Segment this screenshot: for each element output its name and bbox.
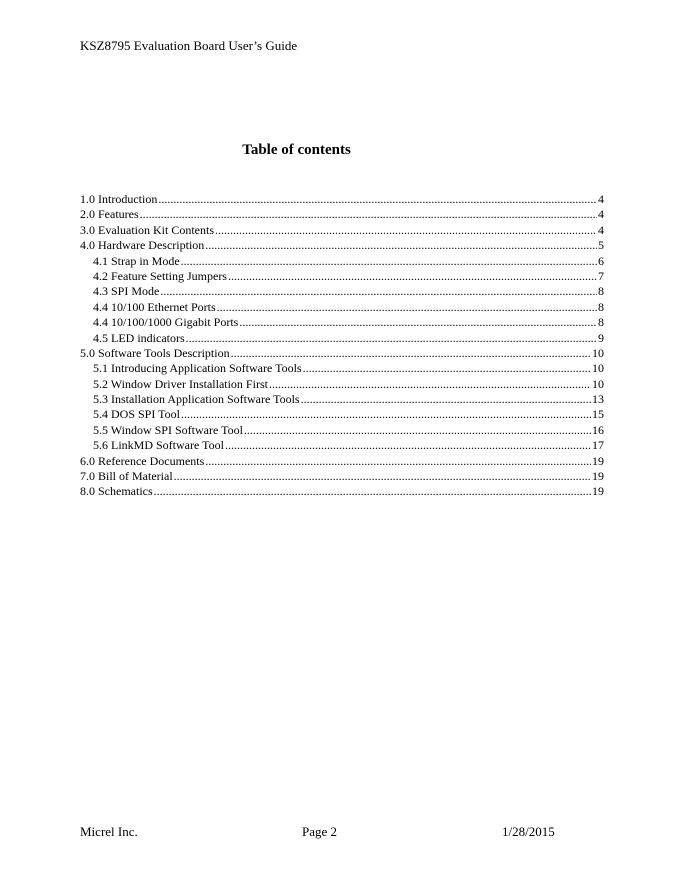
toc-entry-label: 4.5 LED indicators <box>93 330 185 345</box>
toc-entry-page: 4 <box>598 222 604 237</box>
toc-entry-page: 5 <box>598 238 604 253</box>
toc-dot-leader <box>231 346 591 361</box>
toc-entry-window-spi-software-tool[interactable] <box>80 423 604 438</box>
toc-dot-leader <box>301 392 591 407</box>
toc-dot-leader <box>205 454 591 469</box>
toc-title: Table of contents <box>242 142 351 158</box>
toc-entry-hardware-description[interactable] <box>80 238 604 253</box>
toc-dot-leader <box>225 438 591 453</box>
toc-entry-page: 16 <box>592 422 604 437</box>
toc-entry-page: 7 <box>598 268 604 283</box>
toc-dot-leader <box>244 423 591 438</box>
toc-entry-reference-documents[interactable] <box>80 454 604 469</box>
toc-dot-leader <box>174 469 591 484</box>
toc-entry-page: 15 <box>592 407 604 422</box>
toc-entry-page: 10 <box>592 361 604 376</box>
toc-entry-features[interactable] <box>80 207 604 222</box>
toc-entry-window-driver-installation-first[interactable] <box>80 377 604 392</box>
footer-page-number: Page 2 <box>302 824 338 839</box>
toc-entry-installation-application-software-tools[interactable] <box>80 392 604 407</box>
table-of-contents <box>80 192 604 500</box>
toc-entry-page: 4 <box>598 192 604 206</box>
toc-entry-page: 8 <box>598 315 604 330</box>
toc-entry-page: 13 <box>592 392 604 407</box>
toc-entry-bill-of-material[interactable] <box>80 469 604 484</box>
toc-dot-leader <box>186 331 597 346</box>
toc-dot-leader <box>160 284 597 299</box>
toc-dot-leader <box>181 407 591 422</box>
footer-date: 1/28/2015 <box>502 824 555 839</box>
toc-entry-page: 4 <box>598 207 604 222</box>
toc-dot-leader <box>205 238 597 253</box>
toc-entry-spi-mode[interactable] <box>80 284 604 299</box>
toc-entry-label: 5.6 LinkMD Software Tool <box>93 438 224 453</box>
toc-entry-label: 4.1 Strap in Mode <box>93 253 180 268</box>
toc-entry-page: 19 <box>592 453 604 468</box>
toc-dot-leader <box>239 315 597 330</box>
toc-entry-label: 2.0 Features <box>80 207 139 222</box>
toc-entry-dos-spi-tool[interactable] <box>80 407 604 422</box>
toc-entry-label: 4.0 Hardware Description <box>80 238 205 253</box>
toc-entry-label: 5.5 Window SPI Software Tool <box>93 422 243 437</box>
toc-dot-leader <box>269 377 591 392</box>
toc-entry-page: 8 <box>598 299 604 314</box>
toc-dot-leader <box>140 207 597 222</box>
toc-entry-schematics[interactable] <box>80 484 604 499</box>
toc-entry-page: 6 <box>598 253 604 268</box>
toc-entry-gigabit-ports[interactable] <box>80 315 604 330</box>
toc-entry-page: 10 <box>592 376 604 391</box>
toc-entry-label: 7.0 Bill of Material <box>80 469 173 484</box>
toc-dot-leader <box>154 484 591 499</box>
toc-entry-label: 5.2 Window Driver Installation First <box>93 376 268 391</box>
toc-entry-strap-in-mode[interactable] <box>80 254 604 269</box>
toc-entry-introducing-application-software-tools[interactable] <box>80 361 604 376</box>
toc-entry-label: 4.4 10/100 Ethernet Ports <box>93 299 216 314</box>
toc-entry-feature-setting-jumpers[interactable] <box>80 269 604 284</box>
toc-dot-leader <box>158 192 597 207</box>
toc-entry-label: 5.1 Introducing Application Software Tools <box>93 361 302 376</box>
toc-dot-leader <box>303 361 591 376</box>
toc-entry-led-indicators[interactable] <box>80 331 604 346</box>
toc-entry-label: 6.0 Reference Documents <box>80 453 205 468</box>
toc-entry-page: 9 <box>598 330 604 345</box>
toc-entry-page: 8 <box>598 284 604 299</box>
toc-entry-label: 3.0 Evaluation Kit Contents <box>80 222 214 237</box>
toc-entry-label: 8.0 Schematics <box>80 484 153 499</box>
toc-dot-leader <box>228 269 597 284</box>
toc-dot-leader <box>215 223 597 238</box>
toc-entry-page: 17 <box>592 438 604 453</box>
toc-dot-leader <box>181 254 597 269</box>
toc-entry-page: 10 <box>592 345 604 360</box>
toc-entry-page: 19 <box>592 469 604 484</box>
toc-entry-label: 1.0 Introduction <box>80 192 158 206</box>
toc-entry-label: 5.0 Software Tools Description <box>80 345 230 360</box>
toc-entry-label: 4.3 SPI Mode <box>93 284 160 299</box>
toc-entry-software-tools-description[interactable] <box>80 346 604 361</box>
toc-entry-page: 19 <box>592 484 604 499</box>
toc-entry-introduction[interactable] <box>80 192 604 207</box>
toc-entry-label: 4.4 10/100/1000 Gigabit Ports <box>93 315 239 330</box>
toc-entry-label: 5.4 DOS SPI Tool <box>93 407 180 422</box>
toc-entry-evaluation-kit-contents[interactable] <box>80 223 604 238</box>
toc-entry-ethernet-ports[interactable] <box>80 300 604 315</box>
toc-dot-leader <box>217 300 597 315</box>
toc-entry-label: 5.3 Installation Application Software Tools <box>93 392 300 407</box>
toc-entry-label: 4.2 Feature Setting Jumpers <box>93 268 227 283</box>
toc-entry-linkmd-software-tool[interactable] <box>80 438 604 453</box>
running-header: KSZ8795 Evaluation Board User’s Guide <box>80 38 298 53</box>
footer-company: Micrel Inc. <box>80 824 138 839</box>
